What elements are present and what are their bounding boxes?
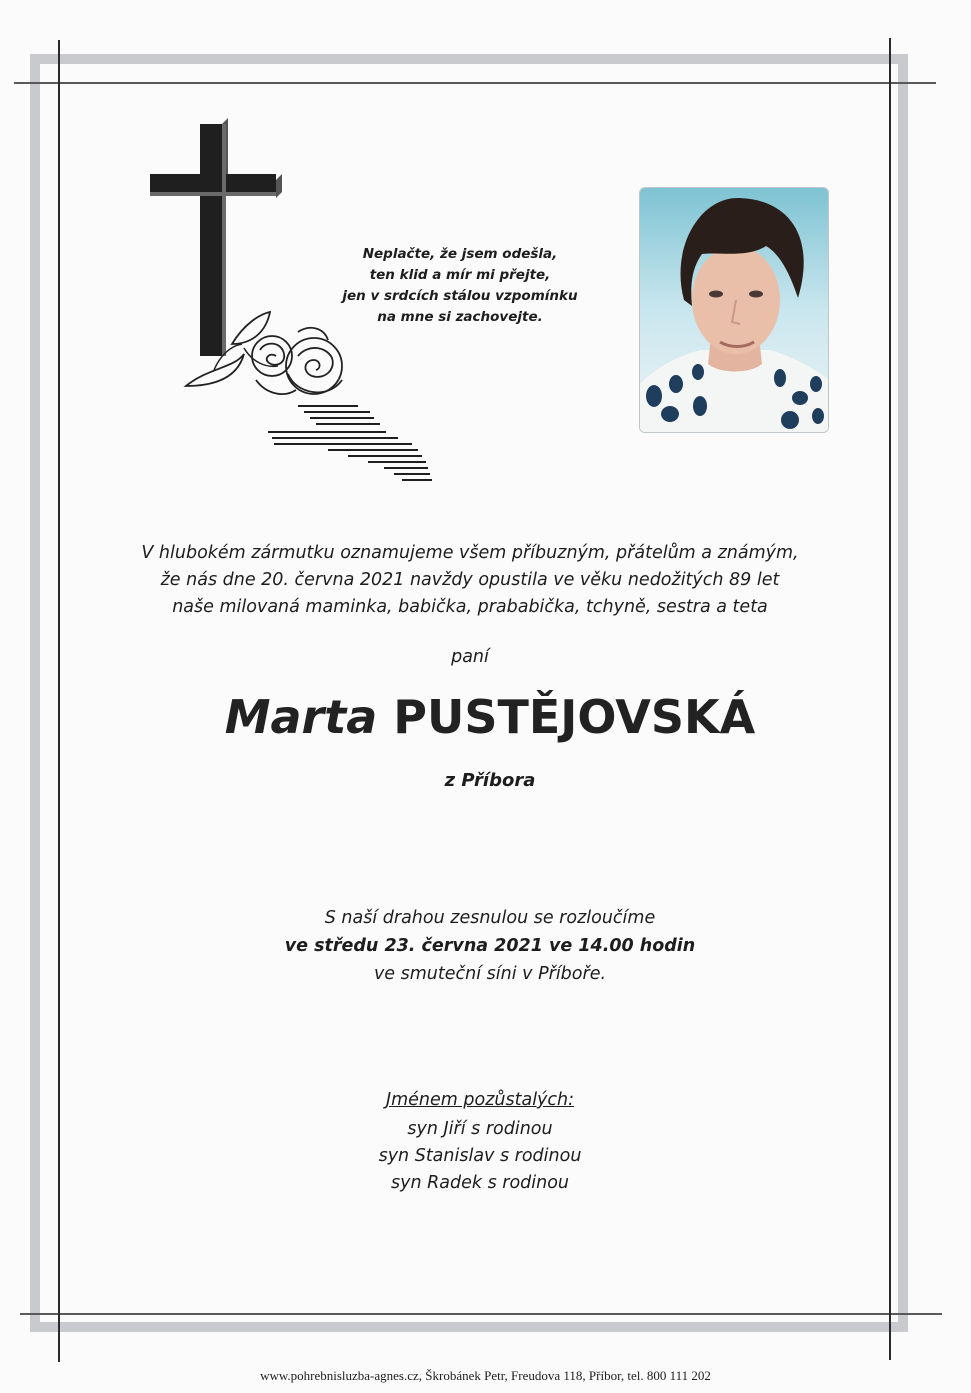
survivors xyxy=(100,1087,860,1197)
poem-line: ten klid a mír mi přejte, xyxy=(369,267,551,283)
portrait-photo xyxy=(640,188,828,432)
origin: z Příbora xyxy=(444,770,536,791)
survivor-item: syn Radek s rodinou xyxy=(390,1173,570,1193)
right-rule xyxy=(889,38,891,1360)
top-rule xyxy=(14,82,936,84)
deceased-name xyxy=(100,690,880,744)
announcement-line: V hlubokém zármutku oznamujeme všem příbuzným, přátelům a známým, xyxy=(141,543,799,563)
poem-line: na mne si zachovejte. xyxy=(377,309,543,325)
surname: PUSTĚJOVSKÁ xyxy=(393,690,756,744)
survivor-item: syn Jiří s rodinou xyxy=(407,1119,553,1139)
survivor-item: syn Stanislav s rodinou xyxy=(378,1146,582,1166)
bottom-rule xyxy=(20,1313,942,1315)
poem-line: Neplačte, že jsem odešla, xyxy=(362,246,558,262)
ceremony-line: S naší drahou zesnulou se rozloučíme xyxy=(324,908,656,928)
announcement xyxy=(100,540,840,621)
announcement-line: že nás dne 20. června 2021 navždy opustila ve věku nedožitých 89 let xyxy=(160,570,780,590)
left-rule xyxy=(58,40,60,1362)
ceremony-info xyxy=(100,904,880,988)
poem-line: jen v srdcích stálou vzpomínku xyxy=(342,288,578,304)
ceremony-date: ve středu 23. června 2021 ve 14.00 hodin xyxy=(284,936,696,956)
honorific: paní xyxy=(451,647,489,667)
ceremony-place: ve smuteční síni v Příboře. xyxy=(373,964,607,984)
announcement-line: naše milovaná maminka, babička, prababička, tchyně, sestra a teta xyxy=(172,597,768,617)
survivors-heading: Jménem pozůstalých: xyxy=(385,1090,575,1110)
footer-contact: www.pohrebnisluzba-agnes.cz, Škrobánek Petr, Freudova 118, Příbor, tel. 800 111 202 xyxy=(260,1368,711,1383)
first-name: Marta xyxy=(224,690,378,744)
poem xyxy=(330,244,590,328)
